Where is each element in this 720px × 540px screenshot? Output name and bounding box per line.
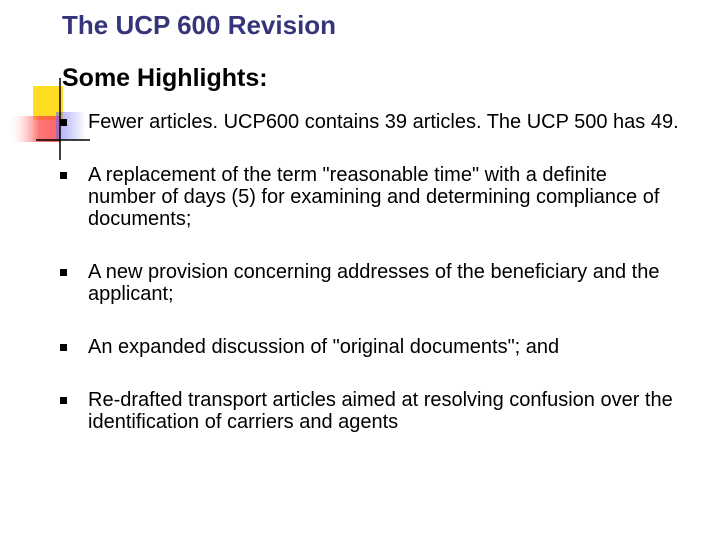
slide-title: The UCP 600 Revision (62, 10, 337, 40)
bullet-text: A replacement of the term "reasonable time" with a definite number of days (5) for examining and determining compliance of documents; (88, 164, 660, 230)
square-bullet-icon (60, 172, 67, 179)
bullet-text: Re-drafted transport articles aimed at resolving confusion over the identification of carriers and agents (88, 389, 673, 433)
square-bullet-icon (60, 397, 67, 404)
square-bullet-icon (60, 269, 67, 276)
list-item (60, 336, 680, 358)
section-heading: Some Highlights: (62, 64, 268, 92)
list-item (60, 389, 680, 433)
highlights-list (60, 111, 680, 433)
bullet-text: An expanded discussion of "original documents"; and (88, 336, 560, 358)
list-item (60, 164, 680, 230)
bullet-text: Fewer articles. UCP600 contains 39 articles. The UCP 500 has 49. (88, 111, 679, 133)
square-bullet-icon (60, 119, 67, 126)
bullet-text: A new provision concerning addresses of the beneficiary and the applicant; (88, 261, 660, 305)
red-bar (8, 116, 60, 142)
square-bullet-icon (60, 344, 67, 351)
list-item (60, 261, 680, 305)
list-item (60, 111, 680, 133)
